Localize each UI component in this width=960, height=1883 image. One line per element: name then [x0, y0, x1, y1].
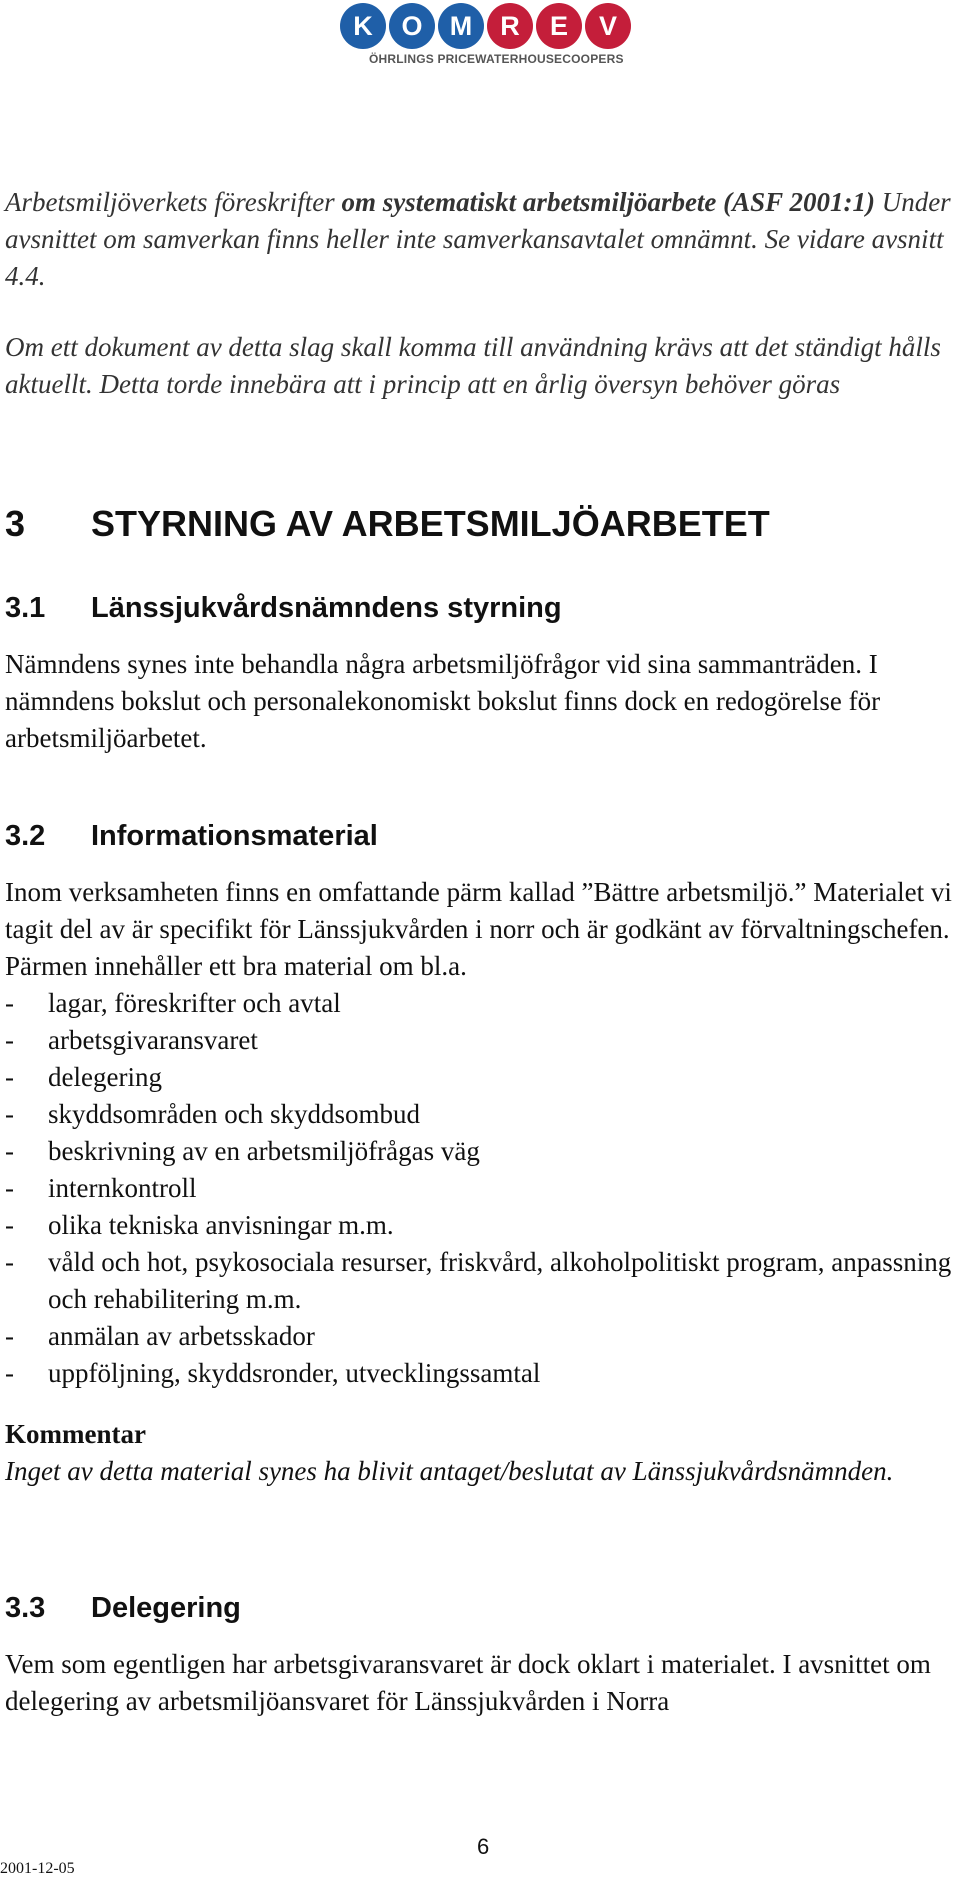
intro-p1-post: Under avsnittet om samverkan finns heller inte samverkansavtalet omnämnt. Se vidare avsnitt 4.4. — [5, 187, 951, 291]
logo-subtitle: ÖHRLINGS PRICEWATERHOUSECOOPERS — [369, 52, 624, 66]
logo-letter-v: V — [585, 3, 631, 49]
section-3-2-text: Inom verksamheten finns en omfattande pärm kallad ”Bättre arbetsmiljö.” Materialet vi tagit del av är specifikt för Länssjukvården i norr och är godkänt av förvaltningschefen. Pärmen innehåller ett bra material om bl.a. — [5, 877, 952, 981]
section-3-2 — [5, 818, 955, 1490]
page-number: 6 — [477, 1834, 490, 1859]
section-3-1-text: Nämndens synes inte behandla några arbetsmiljöfrågor vid sina sammanträden. I nämndens bokslut och personalekonomiskt bokslut finns dock en redogörelse för arbetsmiljöarbetet. — [5, 649, 881, 753]
footer-date: 2001-12-05 — [0, 1860, 75, 1877]
logo-circles — [340, 3, 631, 49]
intro-p2: Om ett dokument av detta slag skall komma till användning krävs att det ständigt hålls aktuellt. Detta torde innebära att i princip att en årlig översyn behöver göras — [5, 332, 941, 399]
comment-title: Kommentar — [5, 1419, 146, 1449]
logo-letter-m: M — [438, 3, 484, 49]
intro-p1-pre: Arbetsmiljöverkets föreskrifter — [5, 187, 342, 217]
list-item: - lagar, föreskrifter och avtal — [5, 988, 341, 1018]
intro-paragraph-1 — [5, 184, 955, 295]
logo-letter-r: R — [487, 3, 533, 49]
material-list — [5, 985, 955, 1392]
section-3-1-number: 3.1 — [5, 592, 46, 624]
list-item: - delegering — [5, 1062, 162, 1092]
logo-letter-k: K — [340, 3, 386, 49]
intro-p1-bold: om systematiskt arbetsmiljöarbete (ASF 2001:1) — [341, 187, 875, 217]
komrev-logo — [0, 0, 960, 70]
list-item: - olika tekniska anvisningar m.m. — [5, 1210, 394, 1240]
list-item: - beskrivning av en arbetsmiljöfrågas väg — [5, 1136, 480, 1166]
logo-letter-e: E — [536, 3, 582, 49]
list-item: - uppföljning, skyddsronder, utvecklingssamtal — [5, 1358, 541, 1388]
section-3-heading — [5, 502, 955, 546]
section-3-2-number: 3.2 — [5, 820, 46, 852]
section-3-title: STYRNING AV ARBETSMILJÖARBETET — [91, 503, 770, 544]
list-item: - arbetsgivaransvaret — [5, 1025, 258, 1055]
section-3-1-title: Länssjukvårdsnämndens styrning — [91, 592, 562, 624]
list-item: - skyddsområden och skyddsombud — [5, 1099, 420, 1129]
intro-paragraph-2 — [5, 329, 955, 403]
section-3-number: 3 — [5, 503, 26, 544]
section-3-3-title: Delegering — [91, 1592, 241, 1624]
section-3-3-number: 3.3 — [5, 1592, 46, 1624]
logo-letter-o: O — [389, 3, 435, 49]
list-item: - våld och hot, psykosociala resurser, friskvård, alkoholpolitiskt program, anpassning och rehabilitering m.m. — [5, 1247, 952, 1314]
list-item: - internkontroll — [5, 1173, 197, 1203]
list-item: - anmälan av arbetsskador — [5, 1321, 315, 1351]
comment-text: Inget av detta material synes ha blivit antaget/beslutat av Länssjukvårdsnämnden. — [5, 1456, 894, 1486]
section-3-2-title: Informationsmaterial — [91, 820, 378, 852]
section-3-3-text: Vem som egentligen har arbetsgivaransvaret är dock oklart i materialet. I avsnittet om delegering av arbetsmiljöansvaret för Länssjukvården i Norra — [5, 1649, 931, 1716]
section-3-1 — [5, 590, 955, 757]
section-3-3 — [5, 1590, 955, 1720]
